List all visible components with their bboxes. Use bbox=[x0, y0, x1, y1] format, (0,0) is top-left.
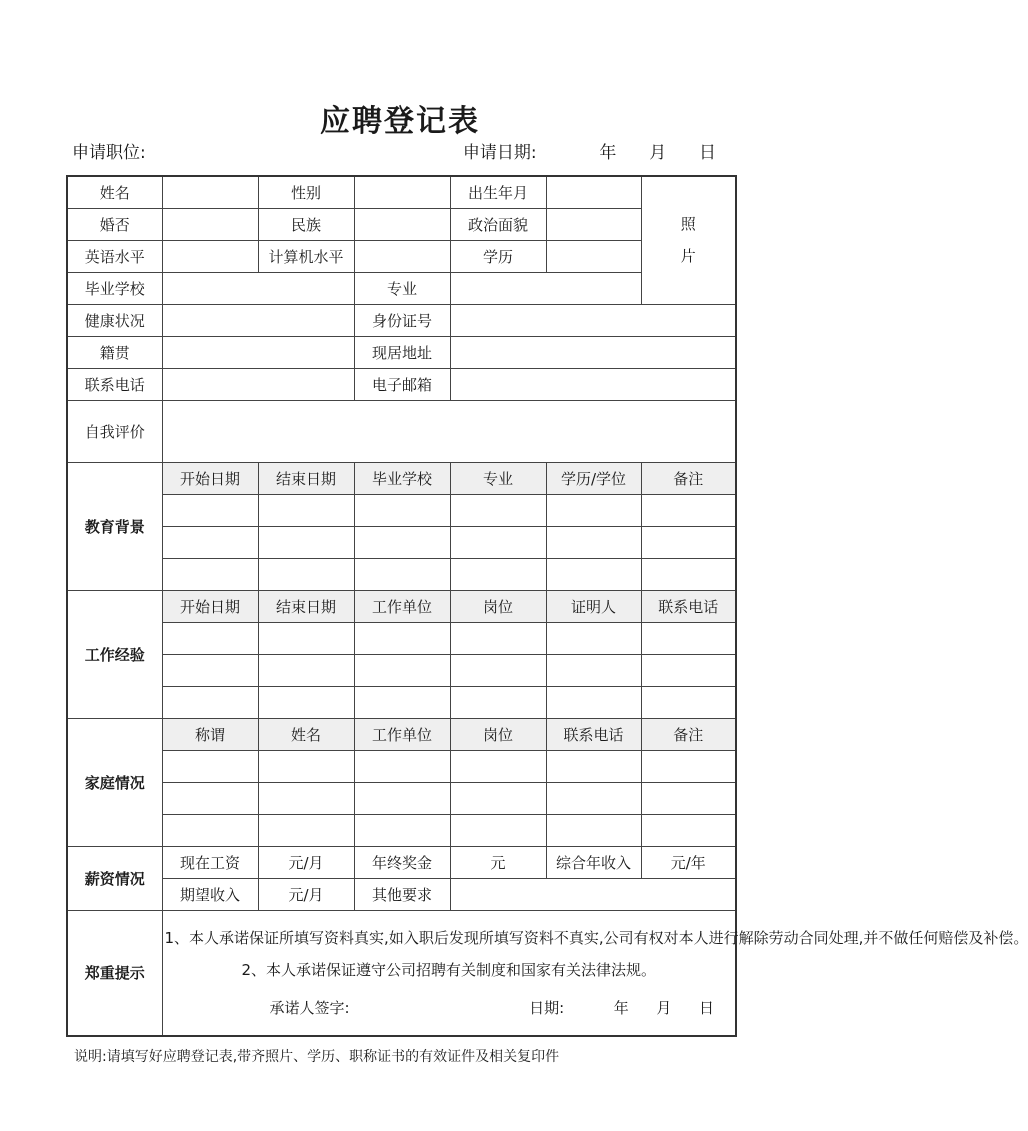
photo-label-1: 照 bbox=[680, 215, 696, 234]
family-cell[interactable] bbox=[354, 814, 450, 846]
family-cell[interactable] bbox=[450, 814, 546, 846]
footnote: 说明:请填写好应聘登记表,带齐照片、学历、职称证书的有效证件及相关复印件 bbox=[74, 1049, 560, 1065]
edu-cell[interactable] bbox=[641, 494, 736, 526]
edu-cell[interactable] bbox=[258, 558, 354, 590]
label-other-requirements: 其他要求 bbox=[354, 878, 450, 910]
family-header: 联系电话 bbox=[546, 718, 641, 750]
family-cell[interactable] bbox=[354, 782, 450, 814]
label-english: 英语水平 bbox=[67, 240, 162, 272]
family-cell[interactable] bbox=[641, 782, 736, 814]
family-cell[interactable] bbox=[450, 782, 546, 814]
family-row bbox=[67, 782, 736, 814]
label-bonus: 年终奖金 bbox=[354, 846, 450, 878]
work-cell[interactable] bbox=[354, 686, 450, 718]
signature-label: 承诺人签字: bbox=[269, 998, 350, 1017]
edu-row bbox=[67, 494, 736, 526]
work-cell[interactable] bbox=[450, 654, 546, 686]
label-email: 电子邮箱 bbox=[354, 368, 450, 400]
family-cell[interactable] bbox=[354, 750, 450, 782]
work-cell[interactable] bbox=[546, 686, 641, 718]
input-email[interactable] bbox=[450, 368, 736, 400]
work-cell[interactable] bbox=[258, 686, 354, 718]
section-education: 教育背景 bbox=[67, 462, 162, 590]
edu-header: 结束日期 bbox=[258, 462, 354, 494]
work-header: 岗位 bbox=[450, 590, 546, 622]
family-row bbox=[67, 814, 736, 846]
label-expected-income: 期望收入 bbox=[162, 878, 258, 910]
work-cell[interactable] bbox=[641, 654, 736, 686]
label-phone: 联系电话 bbox=[67, 368, 162, 400]
edu-cell[interactable] bbox=[258, 494, 354, 526]
input-current-salary[interactable]: 元/月 bbox=[258, 846, 354, 878]
family-header: 工作单位 bbox=[354, 718, 450, 750]
input-gender[interactable] bbox=[354, 176, 450, 208]
label-gender: 性别 bbox=[258, 176, 354, 208]
work-cell[interactable] bbox=[258, 622, 354, 654]
work-header: 开始日期 bbox=[162, 590, 258, 622]
input-self-eval[interactable] bbox=[162, 400, 736, 462]
notice-line-1: 1、本人承诺保证所填写资料真实,如入职后发现所填写资料不真实,公司有权对本人进行解除劳动合同处理,并不做任何赔偿及补偿。 bbox=[164, 928, 1028, 947]
family-header: 备注 bbox=[641, 718, 736, 750]
input-degree[interactable] bbox=[546, 240, 641, 272]
work-row bbox=[67, 686, 736, 718]
work-cell[interactable] bbox=[354, 622, 450, 654]
apply-date-label: 申请日期: bbox=[462, 143, 537, 163]
work-cell[interactable] bbox=[641, 686, 736, 718]
notice-content bbox=[162, 910, 1028, 1036]
label-ethnicity: 民族 bbox=[258, 208, 354, 240]
input-marital[interactable] bbox=[162, 208, 258, 240]
family-header: 岗位 bbox=[450, 718, 546, 750]
input-english[interactable] bbox=[162, 240, 258, 272]
family-cell[interactable] bbox=[641, 814, 736, 846]
sign-date-month: 月 bbox=[656, 998, 672, 1017]
input-expected-income[interactable]: 元/月 bbox=[258, 878, 354, 910]
family-cell[interactable] bbox=[162, 750, 258, 782]
edu-header: 备注 bbox=[641, 462, 736, 494]
family-cell[interactable] bbox=[450, 750, 546, 782]
label-school: 毕业学校 bbox=[67, 272, 162, 304]
edu-cell[interactable] bbox=[450, 494, 546, 526]
family-cell[interactable] bbox=[546, 814, 641, 846]
work-cell[interactable] bbox=[450, 686, 546, 718]
edu-cell[interactable] bbox=[546, 494, 641, 526]
edu-header: 开始日期 bbox=[162, 462, 258, 494]
family-cell[interactable] bbox=[162, 782, 258, 814]
edu-cell[interactable] bbox=[162, 526, 258, 558]
signature-line bbox=[165, 992, 734, 1024]
input-hometown[interactable] bbox=[162, 336, 354, 368]
edu-cell[interactable] bbox=[354, 526, 450, 558]
sign-date-day: 日 bbox=[698, 998, 714, 1017]
work-header: 联系电话 bbox=[641, 590, 736, 622]
label-annual-income: 综合年收入 bbox=[546, 846, 641, 878]
label-current-salary: 现在工资 bbox=[162, 846, 258, 878]
label-address: 现居地址 bbox=[354, 336, 450, 368]
work-cell[interactable] bbox=[450, 622, 546, 654]
label-name: 姓名 bbox=[67, 176, 162, 208]
family-header: 姓名 bbox=[258, 718, 354, 750]
input-name[interactable] bbox=[162, 176, 258, 208]
input-major[interactable] bbox=[450, 272, 641, 304]
work-cell[interactable] bbox=[162, 686, 258, 718]
input-ethnicity[interactable] bbox=[354, 208, 450, 240]
label-major: 专业 bbox=[354, 272, 450, 304]
edu-cell[interactable] bbox=[450, 526, 546, 558]
apply-position-label: 申请职位: bbox=[72, 143, 146, 163]
input-politics[interactable] bbox=[546, 208, 641, 240]
input-health[interactable] bbox=[162, 304, 354, 336]
section-work: 工作经验 bbox=[67, 590, 162, 718]
family-cell[interactable] bbox=[546, 750, 641, 782]
edu-cell[interactable] bbox=[162, 494, 258, 526]
input-other-requirements[interactable] bbox=[450, 878, 736, 910]
page-title: 应聘登记表 bbox=[320, 104, 480, 139]
apply-date-day: 日 bbox=[699, 143, 716, 163]
photo-label-2: 片 bbox=[680, 247, 696, 266]
notice-line-2: 2、本人承诺保证遵守公司招聘有关制度和国家有关法律法规。 bbox=[241, 960, 657, 979]
work-cell[interactable] bbox=[546, 654, 641, 686]
edu-cell[interactable] bbox=[162, 558, 258, 590]
label-self-eval: 自我评价 bbox=[67, 400, 162, 462]
family-cell[interactable] bbox=[258, 750, 354, 782]
label-degree: 学历 bbox=[450, 240, 546, 272]
label-hometown: 籍贯 bbox=[67, 336, 162, 368]
label-computer: 计算机水平 bbox=[258, 240, 354, 272]
input-school[interactable] bbox=[162, 272, 354, 304]
work-cell[interactable] bbox=[258, 654, 354, 686]
input-annual-income[interactable]: 元/年 bbox=[641, 846, 736, 878]
edu-cell[interactable] bbox=[641, 526, 736, 558]
section-salary: 薪资情况 bbox=[67, 846, 162, 910]
input-bonus[interactable]: 元 bbox=[450, 846, 546, 878]
section-notice: 郑重提示 bbox=[67, 910, 162, 1036]
apply-date bbox=[463, 138, 716, 163]
input-address[interactable] bbox=[450, 336, 736, 368]
edu-cell[interactable] bbox=[354, 494, 450, 526]
edu-row bbox=[67, 526, 736, 558]
family-cell[interactable] bbox=[258, 814, 354, 846]
edu-cell[interactable] bbox=[546, 526, 641, 558]
family-cell[interactable] bbox=[641, 750, 736, 782]
edu-header: 专业 bbox=[450, 462, 546, 494]
work-cell[interactable] bbox=[641, 622, 736, 654]
input-birth[interactable] bbox=[546, 176, 641, 208]
edu-cell[interactable] bbox=[641, 558, 736, 590]
work-row bbox=[67, 622, 736, 654]
work-cell[interactable] bbox=[162, 654, 258, 686]
label-marital: 婚否 bbox=[67, 208, 162, 240]
sign-date-year: 年 bbox=[613, 998, 629, 1017]
work-header: 结束日期 bbox=[258, 590, 354, 622]
work-header: 证明人 bbox=[546, 590, 641, 622]
work-header: 工作单位 bbox=[354, 590, 450, 622]
edu-header: 毕业学校 bbox=[354, 462, 450, 494]
edu-cell[interactable] bbox=[546, 558, 641, 590]
section-family: 家庭情况 bbox=[67, 718, 162, 846]
label-politics: 政治面貌 bbox=[450, 208, 546, 240]
edu-cell[interactable] bbox=[354, 558, 450, 590]
edu-row bbox=[67, 558, 736, 590]
input-id-number[interactable] bbox=[450, 304, 736, 336]
work-row bbox=[67, 654, 736, 686]
family-row bbox=[67, 750, 736, 782]
apply-date-month: 月 bbox=[649, 143, 667, 163]
input-phone[interactable] bbox=[162, 368, 354, 400]
input-computer[interactable] bbox=[354, 240, 450, 272]
family-header: 称谓 bbox=[162, 718, 258, 750]
family-cell[interactable] bbox=[162, 814, 258, 846]
label-id-number: 身份证号 bbox=[354, 304, 450, 336]
family-cell[interactable] bbox=[258, 782, 354, 814]
apply-date-year: 年 bbox=[599, 143, 617, 163]
work-cell[interactable] bbox=[162, 622, 258, 654]
work-cell[interactable] bbox=[546, 622, 641, 654]
label-health: 健康状况 bbox=[67, 304, 162, 336]
edu-header: 学历/学位 bbox=[546, 462, 641, 494]
edu-cell[interactable] bbox=[258, 526, 354, 558]
registration-form bbox=[66, 175, 1028, 1037]
work-cell[interactable] bbox=[354, 654, 450, 686]
edu-cell[interactable] bbox=[450, 558, 546, 590]
label-birth: 出生年月 bbox=[450, 176, 546, 208]
photo-box[interactable] bbox=[641, 176, 736, 304]
family-cell[interactable] bbox=[546, 782, 641, 814]
sign-date-label: 日期: bbox=[529, 998, 565, 1017]
